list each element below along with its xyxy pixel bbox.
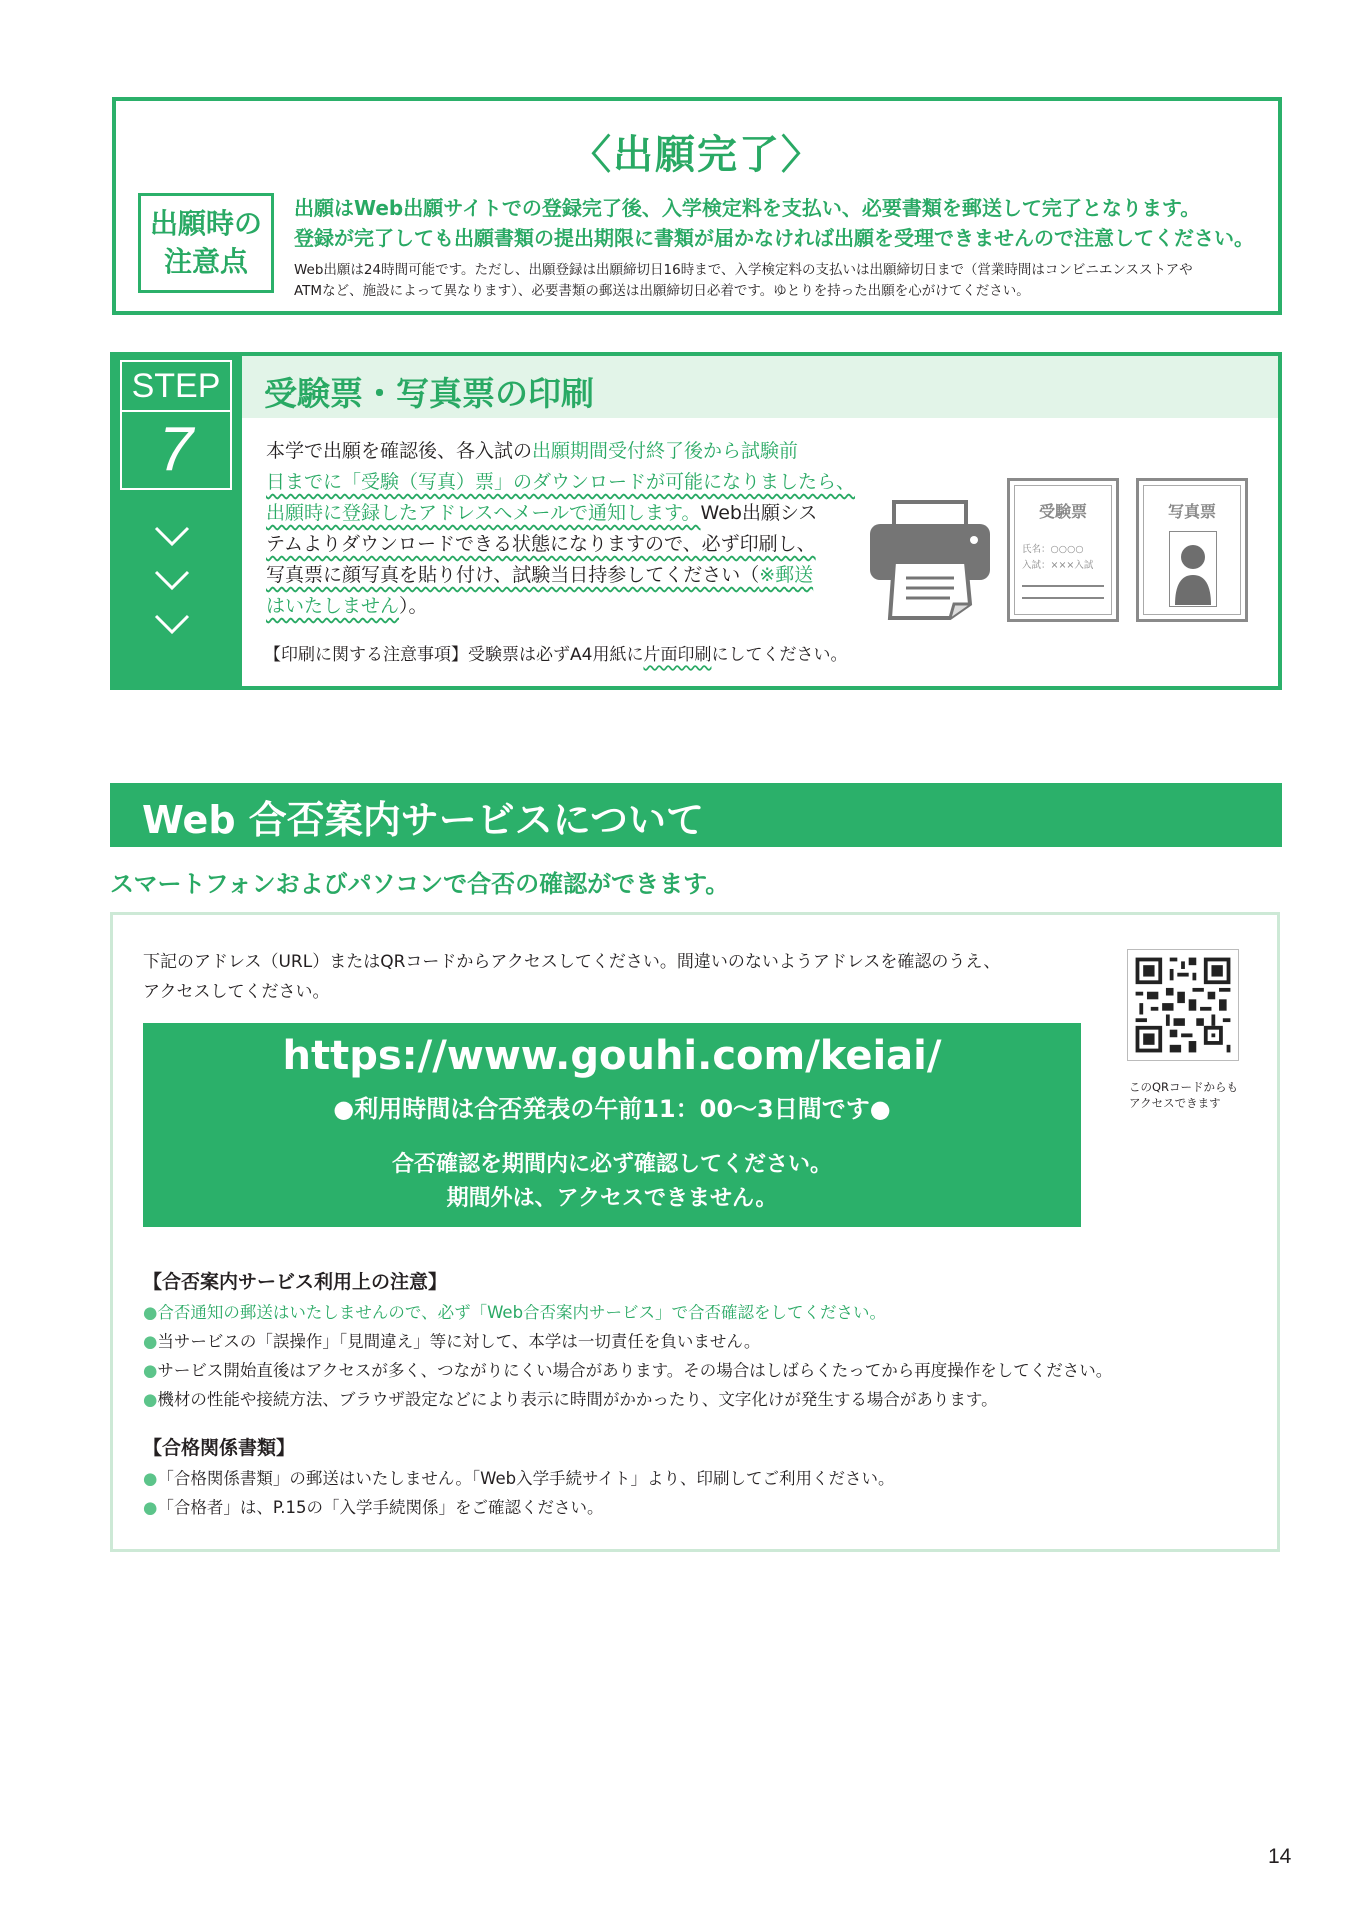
confirm-notice-2: 期間外は、アクセスできません。 (446, 1186, 778, 1211)
print-note-c: にしてください。 (711, 645, 848, 665)
caution-label-line2: 注意点 (163, 245, 248, 278)
docs-section (143, 1433, 894, 1522)
exam-ticket-exam: 入試：×××入試 (1022, 560, 1094, 571)
step-title: 受験票・写真票の印刷 (264, 374, 594, 413)
doc-text: 「合格関係書類」の郵送はいたしません。「Web入学手続サイト」より、印刷してご利用ください。 (157, 1469, 895, 1488)
caution-label (138, 193, 274, 293)
step-description (266, 436, 856, 622)
step-label: STEP (120, 360, 232, 412)
complete-small-line-2: ATMなど、施設によって異なります）、必要書類の郵送は出願締切日必着です。ゆとりを持った出願を心がけてください。 (294, 283, 1030, 299)
list-item: ●当サービスの「誤操作」「見間違え」等に対して、本学は一切責任を負いません。 (143, 1332, 761, 1351)
chevron-down-icon (150, 558, 194, 602)
exam-ticket-illustration (1007, 478, 1119, 622)
list-item: ●合否通知の郵送はいたしませんので、必ず「Web合否案内サービス」で合否確認をしてください。 (143, 1303, 887, 1322)
chevron-down-icon (150, 602, 194, 646)
note-text: サービス開始直後はアクセスが多く、つながりにくい場合があります。その場合はしばらくたってから再度操作をしてください。 (157, 1361, 1113, 1380)
step-text-1: 本学で出願を確認後、各入試の (266, 440, 533, 462)
notes-section (143, 1267, 1112, 1414)
qr-caption (1129, 1079, 1238, 1111)
web-service-box (110, 912, 1280, 1552)
step-text-5: 写真票に顔写真を貼り付け、試験当日持参してください（ (266, 564, 760, 586)
step-text-2-highlight: 日までに「受験（写真）票」のダウンロードが可能になりましたら、 (266, 471, 856, 493)
note-text: 当サービスの「誤操作」「見間違え」等に対して、本学は一切責任を負いません。 (157, 1332, 761, 1351)
print-note-b: 片面印刷 (643, 645, 712, 665)
qr-code[interactable] (1127, 949, 1239, 1061)
step-text-6-highlight: はいたしません (266, 595, 400, 617)
doc-text: 「合格者」は、P.15の「入学手続関係」をご確認ください。 (157, 1498, 604, 1517)
web-intro (143, 947, 1073, 1007)
complete-small-line-1: Web出願は24時間可能です。ただし、出願登録は出願締切日16時まで、入学検定料の支払いは出願締切日まで（営業時間はコンビニエンスストアや (294, 262, 1193, 278)
step-number: 7 (120, 410, 232, 490)
list-item: ●サービス開始直後はアクセスが多く、つながりにくい場合があります。その場合はしばらくたってから再度操作をしてください。 (143, 1361, 1113, 1380)
page-number: 14 (1268, 1845, 1292, 1868)
note-text: 機材の性能や接続方法、ブラウザ設定などにより表示に時間がかかったり、文字化けが発生する場合があります。 (157, 1390, 998, 1409)
person-photo-icon (1169, 531, 1217, 607)
web-service-title: Web 合否案内サービスについて (142, 798, 705, 842)
print-note-a: 【印刷に関する注意事項】受験票は必ずA4用紙に (264, 645, 644, 665)
step-text-5-highlight: ※郵送 (759, 564, 814, 586)
exam-ticket-name: 氏名：○○○○ (1022, 544, 1084, 555)
step7-box (110, 352, 1282, 690)
web-intro-line-2: アクセスしてください。 (143, 982, 330, 1002)
step-text-4: テムよりダウンロードできる状態になりますので、必ず印刷し、 (266, 533, 816, 555)
chevron-down-icon (150, 514, 194, 558)
step-text-1-highlight: 出願期間受付終了後から試験前 (532, 440, 799, 462)
note-text: 合否通知の郵送はいたしませんので、必ず「Web合否案内サービス」で合否確認をしてください。 (157, 1303, 887, 1322)
service-url-link[interactable]: https://www.gouhi.com/keiai/ (282, 1033, 942, 1079)
web-service-header (110, 783, 1282, 847)
complete-line-1: 出願はWeb出願サイトでの登録完了後、入学検定料を支払い、必要書類を郵送して完了となります。 (294, 196, 1201, 220)
complete-line-2: 登録が完了しても出願書類の提出期限に書類が届かなければ出願を受理できませんので注意してください。 (294, 226, 1254, 250)
url-panel (143, 1023, 1081, 1227)
usage-period: ●利用時間は合否発表の午前11：00～3日間です● (333, 1095, 891, 1123)
qr-caption-line-2: アクセスできます (1129, 1096, 1221, 1110)
printer-icon (866, 500, 994, 620)
web-intro-line-1: 下記のアドレス（URL）またはQRコードからアクセスしてください。間違いのないようアドレスを確認のうえ、 (143, 952, 1001, 972)
docs-heading: 【合格関係書類】 (143, 1437, 296, 1459)
print-note (264, 640, 847, 665)
exam-ticket-title: 受験票 (1038, 502, 1087, 521)
complete-small-text (294, 259, 1264, 303)
list-item: ●「合格関係書類」の郵送はいたしません。「Web入学手続サイト」より、印刷してご利用ください。 (143, 1469, 895, 1488)
list-item: ●機材の性能や接続方法、ブラウザ設定などにより表示に時間がかかったり、文字化けが発生する場合があります。 (143, 1390, 998, 1409)
step-text-3: Web出願シス (700, 502, 818, 524)
confirm-notice-1: 合否確認を期間内に必ず確認してください。 (391, 1152, 832, 1177)
application-complete-title: 〈出願完了〉 (571, 132, 823, 178)
photo-ticket-illustration (1136, 478, 1248, 622)
step-sidebar (114, 356, 242, 686)
qr-caption-line-1: このQRコードからも (1129, 1080, 1239, 1094)
application-complete-box (112, 97, 1282, 315)
photo-ticket-title: 写真票 (1167, 502, 1216, 521)
step-text-6: ）。 (399, 595, 428, 617)
web-service-subtitle: スマートフォンおよびパソコンで合否の確認ができます。 (110, 870, 730, 898)
application-complete-text (294, 193, 1264, 303)
step-text-3-highlight: 出願時に登録したアドレスへメールで通知します。 (266, 502, 701, 524)
list-item: ●「合格者」は、P.15の「入学手続関係」をご確認ください。 (143, 1498, 604, 1517)
caution-label-line1: 出願時の (149, 207, 262, 240)
notes-heading: 【合否案内サービス利用上の注意】 (143, 1271, 448, 1293)
